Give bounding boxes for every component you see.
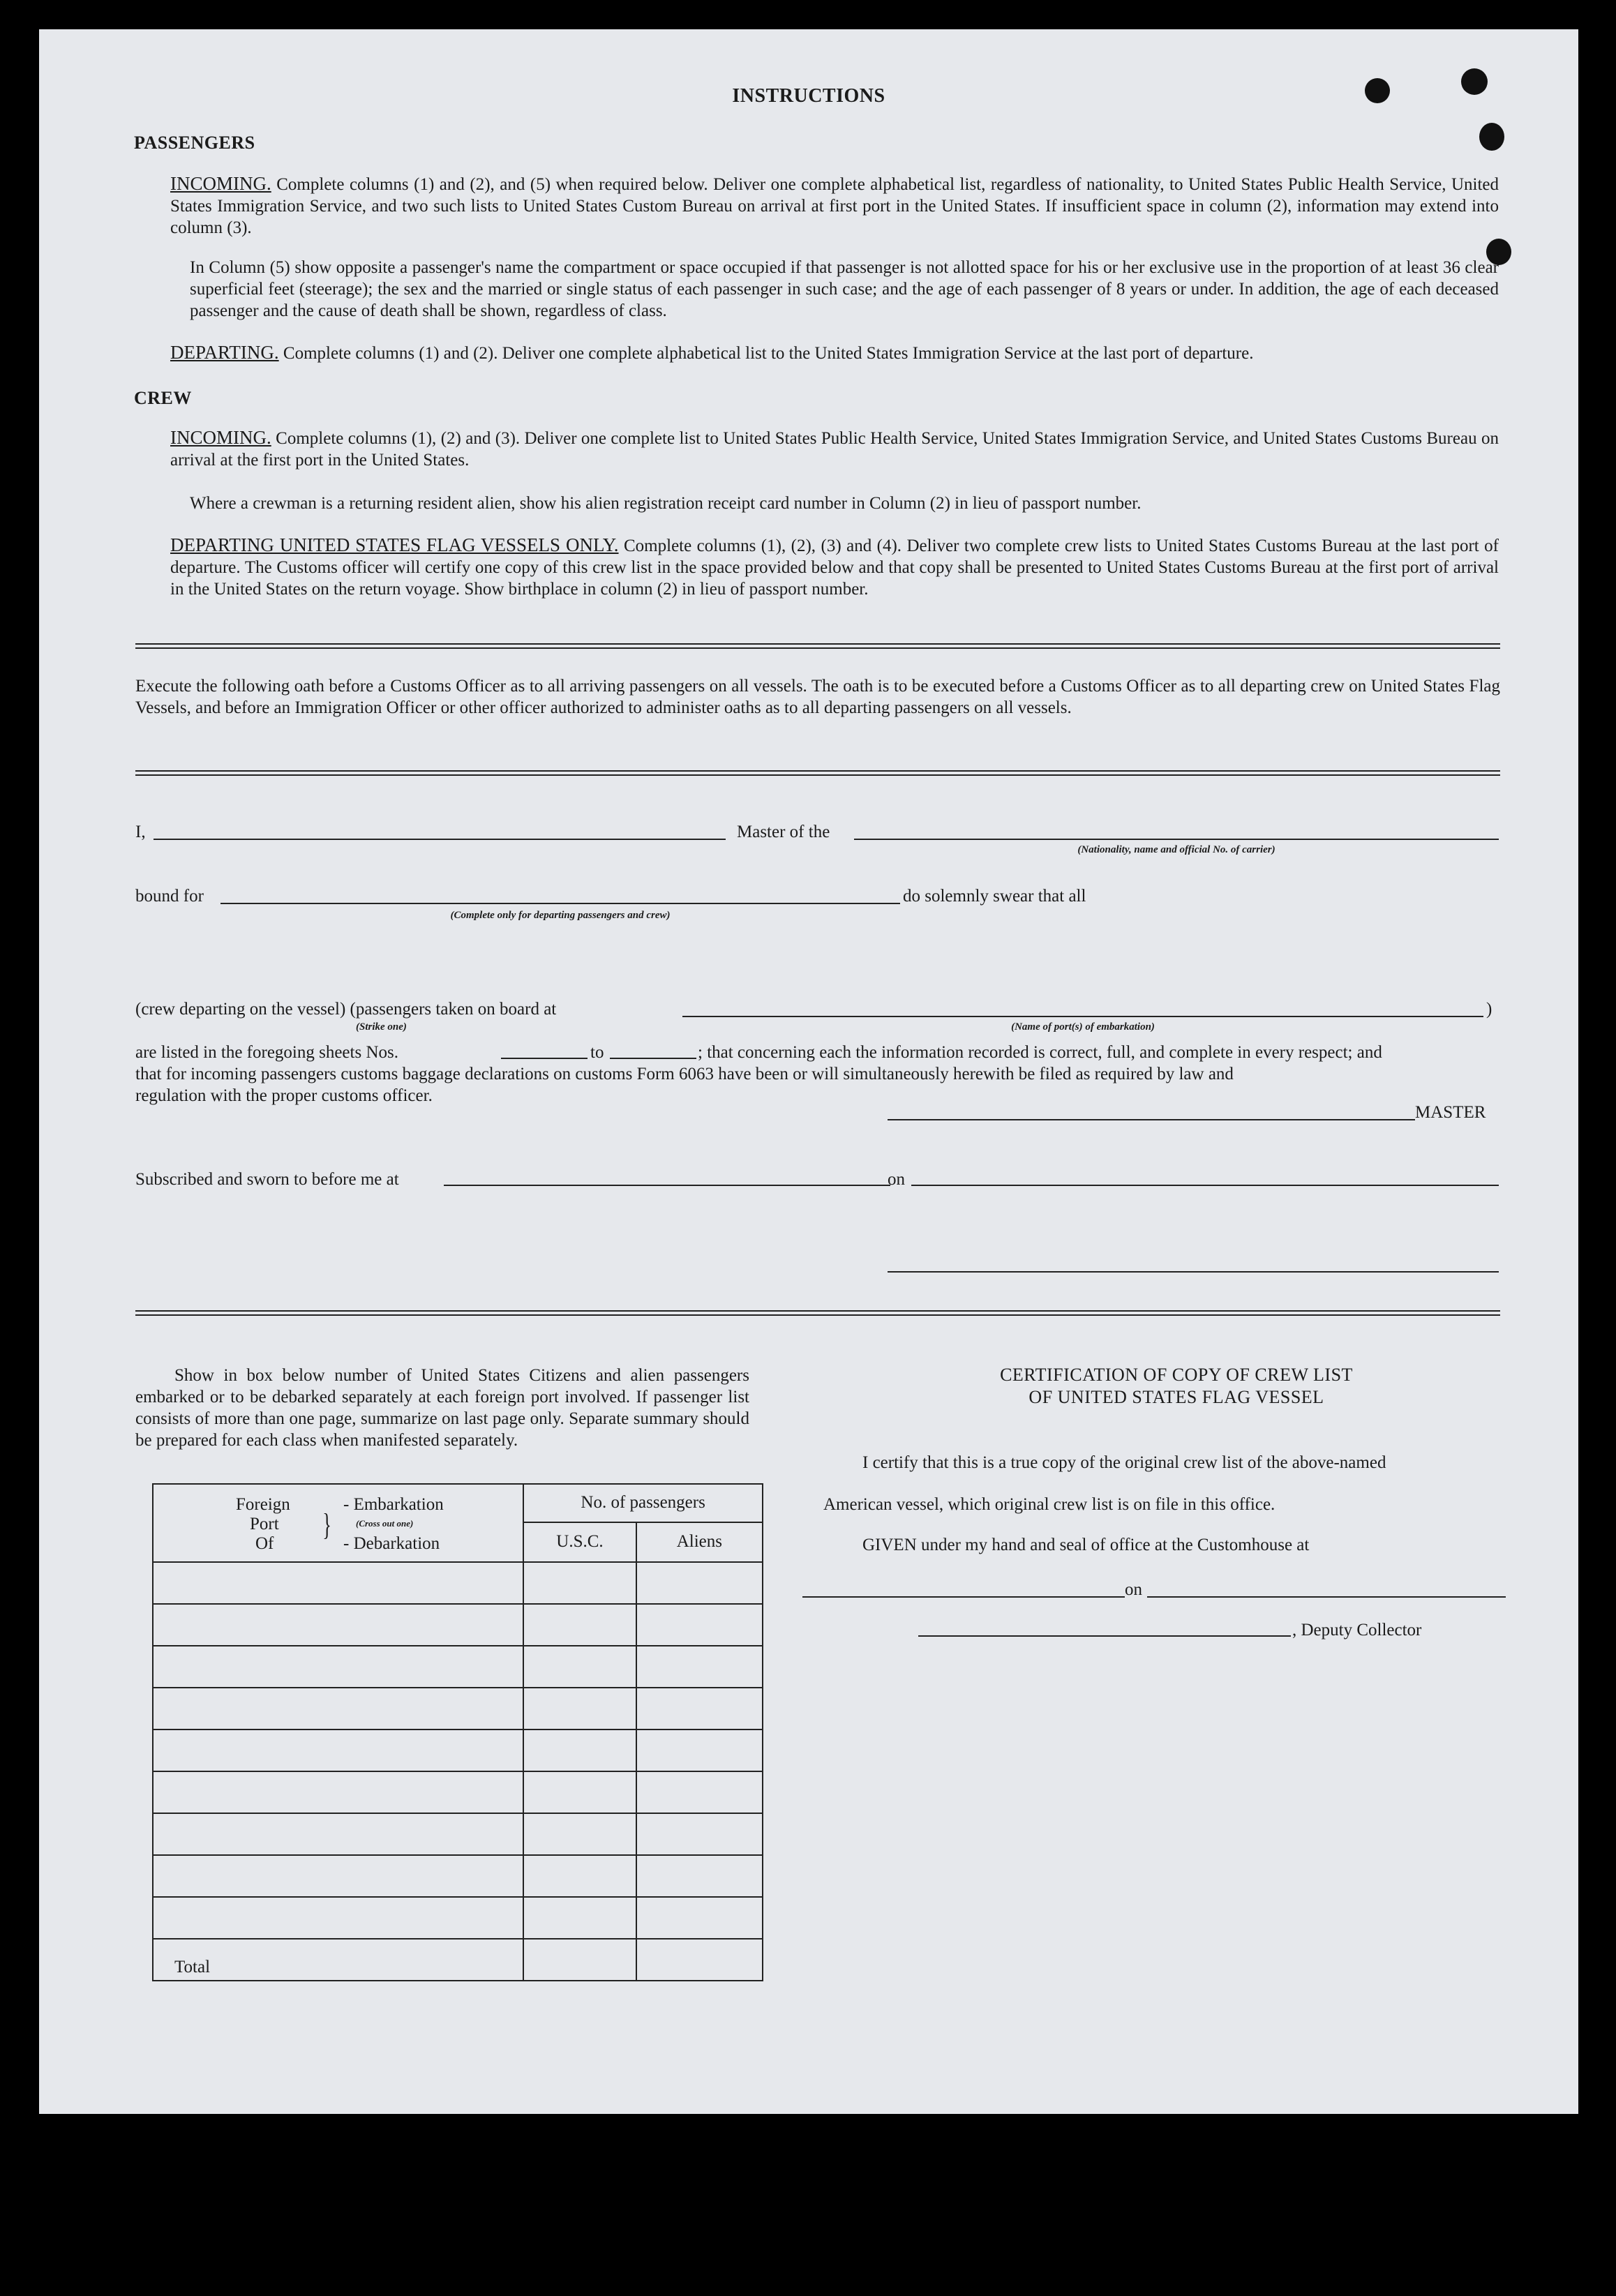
form-page [39,29,1578,2114]
passengers-column5-paragraph: In Column (5) show opposite a passenger's name the compartment or space occupied if that passenger is not allotted space for his or her exclusive use in the proportion of at least 36 clear superficial feet (steerage); the sex and the married or single status of each passenger in such case; and the age of each passenger of 8 years or under. In addition, the age of each deceased passenger and the cause of death shall be shown, regardless of class. [190,258,1499,320]
passengers-departing-text: Complete columns (1) and (2). Deliver one complete alphabetical list to the United States Immigration Service at the last port of departure. [283,344,1254,363]
usc-cell[interactable] [523,1688,636,1729]
port-cell[interactable] [153,1729,523,1771]
usc-cell[interactable] [523,1729,636,1771]
bound-for-label: bound for [135,887,204,906]
passenger-summary-table [152,1483,763,1981]
crew-departing-text: Complete columns (1), (2), (3) and (4). Deliver two complete crew lists to United States Customs Bureau at the last port of departure. The Customs officer will certify one copy of this crew list in the space provided below and that copy shall be presented to United States Customs Bureau at the first port of arrival in the United States on the return voyage. Show birthplace in column (2) in lieu of passport number. [170,537,1499,599]
aliens-cell[interactable] [636,1813,763,1855]
subscribed-label: Subscribed and sworn to before me at [135,1170,399,1189]
swear-label: do solemnly swear that all [903,887,1086,906]
total-label-cell [153,1939,523,1981]
listed-suffix: ; that concerning each the information recorded is correct, full, and complete in every respect; and [698,1043,1382,1062]
customhouse-place-field[interactable] [802,1596,1125,1598]
port-cell[interactable] [153,1646,523,1688]
usc-cell[interactable] [523,1813,636,1855]
of-label: Of [255,1534,274,1553]
deputy-signature-field[interactable] [918,1635,1291,1637]
port-cell[interactable] [153,1855,523,1897]
bound-for-field[interactable] [220,903,900,904]
crew-departing-label: DEPARTING UNITED STATES FLAG VESSELS ONLY. [170,534,619,555]
aliens-cell[interactable] [636,1562,763,1604]
aliens-cell[interactable] [636,1688,763,1729]
port-header-cell [153,1484,523,1562]
summary-instructions: Show in box below number of United States Citizens and alien passengers embarked or to be debarked separately at each foreign port involved. If passenger list consists of more than one page, summarize on last page only. Separate summary should be prepared for each class when manifested separately. [135,1366,749,1450]
crew-incoming-text: Complete columns (1), (2) and (3). Deliver one complete list to United States Public Health Service, United States Immigration Service, and United States Customs Bureau on arrival at the first port in the United States. [170,429,1499,470]
usc-cell[interactable] [523,1771,636,1813]
port-cell[interactable] [153,1897,523,1939]
carrier-caption: (Nationality, name and official No. of carrier) [1077,844,1275,855]
sworn-on-label: on [888,1170,905,1189]
master-name-field[interactable] [154,839,726,840]
close-paren: ) [1486,1000,1492,1019]
embarkation-port-caption: (Name of port(s) of embarkation) [1011,1021,1155,1033]
embarkation-label: - Embarkation [343,1495,444,1514]
port-cell[interactable] [153,1771,523,1813]
passengers-departing-paragraph [170,342,1499,364]
certification-line-3: GIVEN under my hand and seal of office at the Customhouse at [862,1536,1310,1554]
aliens-header: Aliens [636,1522,763,1562]
crew-departing-paragraph [170,534,1499,600]
oath-i-label: I, [135,823,146,841]
section-divider [135,643,1500,649]
usc-cell[interactable] [523,1562,636,1604]
certification-line-2: American vessel, which original crew list is on file in this office. [823,1495,1275,1514]
section-divider [135,1310,1500,1316]
deputy-collector-label: , Deputy Collector [1292,1621,1422,1640]
punch-hole [1479,123,1504,151]
passengers-incoming-label: INCOMING. [170,173,271,194]
certification-title-1: CERTIFICATION OF COPY OF CREW LIST [1000,1365,1353,1385]
carrier-field[interactable] [854,839,1499,840]
aliens-cell[interactable] [636,1646,763,1688]
strike-one-caption: (Strike one) [356,1021,407,1033]
officer-signature-field[interactable] [888,1271,1499,1273]
passengers-incoming-text: Complete columns (1) and (2), and (5) when required below. Deliver one complete alphabetical list, regardless of nationality, to United States Public Health Service, United States Immigration Service, and two such lists to United States Custom Bureau on arrival at first port in the United States. If insufficient space in column (2), information may extend into column (3). [170,175,1499,237]
passengers-departing-label: DEPARTING. [170,342,279,363]
certification-title-2: OF UNITED STATES FLAG VESSEL [1028,1387,1324,1407]
master-signature-field[interactable] [888,1119,1415,1120]
master-of-label: Master of the [737,823,830,841]
listed-line3: regulation with the proper customs officer. [135,1086,433,1105]
total-usc-cell[interactable] [523,1939,636,1981]
page-title: INSTRUCTIONS [732,85,885,107]
usc-cell[interactable] [523,1855,636,1897]
sworn-date-field[interactable] [911,1185,1499,1186]
brace-icon: } [322,1508,331,1542]
passengers-incoming-paragraph [170,173,1499,239]
listed-to: to [590,1043,604,1062]
listed-prefix: are listed in the foregoing sheets Nos. [135,1043,398,1062]
customhouse-date-field[interactable] [1147,1596,1506,1598]
crew-heading: CREW [134,388,192,408]
total-label: Total [174,1958,211,1976]
cross-out-caption: (Cross out one) [356,1518,414,1529]
usc-header: U.S.C. [523,1522,636,1562]
aliens-cell[interactable] [636,1604,763,1646]
master-label: MASTER [1415,1103,1486,1122]
usc-cell[interactable] [523,1604,636,1646]
aliens-cell[interactable] [636,1897,763,1939]
no-of-passengers-header: No. of passengers [523,1484,763,1522]
aliens-cell[interactable] [636,1771,763,1813]
embarkation-port-field[interactable] [682,1016,1483,1017]
port-label: Port [250,1515,279,1533]
aliens-cell[interactable] [636,1855,763,1897]
usc-cell[interactable] [523,1646,636,1688]
certification-line-1: I certify that this is a true copy of the original crew list of the above-named [862,1453,1386,1472]
crew-departing-label: (crew departing on the vessel) (passengers taken on board at [135,1000,557,1019]
aliens-cell[interactable] [636,1729,763,1771]
crew-incoming-paragraph [170,427,1499,471]
oath-intro: Execute the following oath before a Customs Officer as to all arriving passengers on all vessels. The oath is to be executed before a Customs Officer as to all departing crew on United States Flag Vessels, and before an Immigration Officer or other officer authorized to administer oaths as to all departing passengers on all vessels. [135,677,1500,717]
crew-incoming-label: INCOMING. [170,427,271,448]
crew-resident-paragraph: Where a crewman is a returning resident alien, show his alien registration receipt card number in Column (2) in lieu of passport number. [190,494,1142,513]
total-aliens-cell[interactable] [636,1939,763,1981]
sheet-to-field[interactable] [610,1058,696,1059]
port-cell[interactable] [153,1813,523,1855]
port-cell[interactable] [153,1688,523,1729]
port-cell[interactable] [153,1562,523,1604]
passengers-heading: PASSENGERS [134,133,255,153]
port-cell[interactable] [153,1604,523,1646]
listed-line2: that for incoming passengers customs baggage declarations on customs Form 6063 have been or will simultaneously herewith be filed as required by law and [135,1065,1234,1083]
foreign-label: Foreign [236,1495,290,1514]
usc-cell[interactable] [523,1897,636,1939]
sheet-from-field[interactable] [501,1058,588,1059]
certification-on-label: on [1125,1580,1142,1599]
bound-for-caption: (Complete only for departing passengers and crew) [450,910,671,921]
debarkation-label: - Debarkation [343,1534,440,1553]
section-divider [135,770,1500,776]
sworn-place-field[interactable] [444,1185,890,1186]
